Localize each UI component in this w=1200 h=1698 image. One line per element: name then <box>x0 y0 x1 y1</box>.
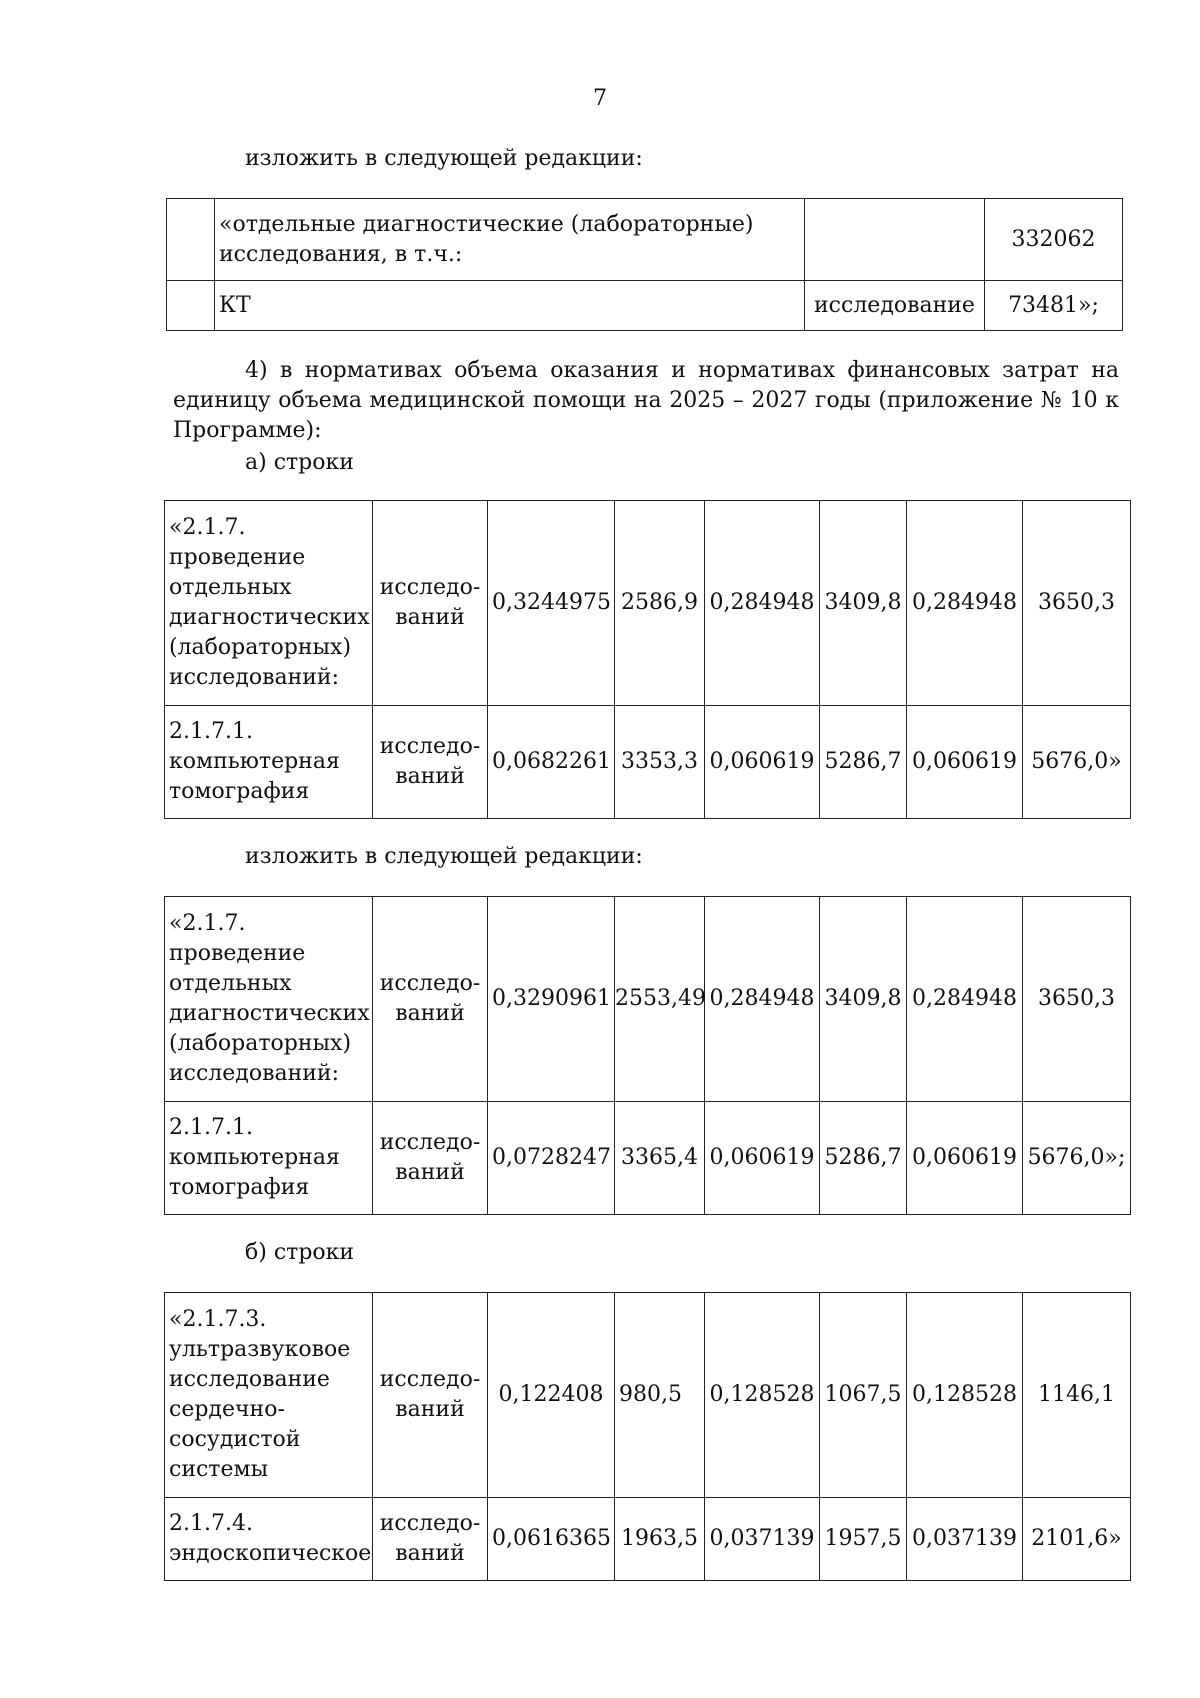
table-row <box>165 1498 1131 1581</box>
table-row <box>165 1293 1131 1498</box>
paragraph-4: 4) в нормативах объема оказания и нормативах финансовых затрат на единицу объема медицинской помощи на 2025 – 2027 годы (приложение № 10 к Программе): <box>173 358 1119 443</box>
table-replacement-kt <box>166 198 1123 331</box>
table-cell-value: 0,037139 <box>907 1498 1023 1581</box>
table-cell-unit: исследо-ваний <box>373 1498 488 1581</box>
table-row <box>165 897 1131 1102</box>
table-a-old <box>164 500 1131 819</box>
table-cell-value: 2553,49 <box>615 897 705 1102</box>
table-cell-name: 2.1.7.4. эндоскопическое <box>165 1498 373 1581</box>
table-cell-value: 0,128528 <box>705 1293 820 1498</box>
table-cell-name: «2.1.7.3. ультразвуковое исследование сердечно-сосудистой системы <box>165 1293 373 1498</box>
table-cell-unit: исследо-ваний <box>373 706 488 819</box>
table-cell-value: 2101,6» <box>1023 1498 1131 1581</box>
table-cell-value: 5286,7 <box>820 1102 907 1215</box>
table-cell-value: 980,5 <box>615 1293 705 1498</box>
table-cell-value: 332062 <box>985 199 1123 281</box>
table-cell-name: «отдельные диагностические (лабораторные) исследования, в т.ч.: <box>215 199 805 281</box>
table-cell-value: 1067,5 <box>820 1293 907 1498</box>
table-cell-name: 2.1.7.1. компьютерная томография <box>165 1102 373 1215</box>
table-cell-unit: исследо-ваний <box>373 897 488 1102</box>
table-cell-value: 0,128528 <box>907 1293 1023 1498</box>
table-cell-unit: исследование <box>805 281 985 331</box>
table-cell-value: 0,284948 <box>907 501 1023 706</box>
table-cell-empty <box>167 281 215 331</box>
table-cell-value: 3409,8 <box>820 501 907 706</box>
intro-text-2: изложить в следующей редакции: <box>245 844 643 869</box>
table-cell-value: 3650,3 <box>1023 501 1131 706</box>
table-cell-value: 5286,7 <box>820 706 907 819</box>
table-cell-value: 0,060619 <box>705 706 820 819</box>
table-cell-value: 0,0728247 <box>488 1102 615 1215</box>
table-cell-value: 0,284948 <box>705 897 820 1102</box>
table-row <box>165 501 1131 706</box>
intro-text-1: изложить в следующей редакции: <box>245 146 643 171</box>
table-cell-value: 0,0616365 <box>488 1498 615 1581</box>
table-row <box>167 199 1123 281</box>
table-row <box>167 281 1123 331</box>
table-cell-value: 0,3290961 <box>488 897 615 1102</box>
page-number: 7 <box>593 86 607 111</box>
table-row <box>165 1102 1131 1215</box>
subheading-b: б) строки <box>245 1240 355 1265</box>
table-cell-value: 0,060619 <box>705 1102 820 1215</box>
table-cell-unit: исследо-ваний <box>373 501 488 706</box>
table-cell-value: 5676,0» <box>1023 706 1131 819</box>
table-cell-value: 0,284948 <box>705 501 820 706</box>
table-cell-value: 1957,5 <box>820 1498 907 1581</box>
table-cell-value: 3365,4 <box>615 1102 705 1215</box>
table-cell-value: 3650,3 <box>1023 897 1131 1102</box>
table-cell-value: 0,037139 <box>705 1498 820 1581</box>
table-cell-value: 5676,0»; <box>1023 1102 1131 1215</box>
table-cell-value: 0,284948 <box>907 897 1023 1102</box>
table-cell-value: 1963,5 <box>615 1498 705 1581</box>
table-cell-empty <box>167 199 215 281</box>
table-cell-value: 0,122408 <box>488 1293 615 1498</box>
table-b-old <box>164 1292 1131 1581</box>
table-cell-name: «2.1.7. проведение отдельных диагностических (лабораторных) исследований: <box>165 897 373 1102</box>
table-cell-name: 2.1.7.1. компьютерная томография <box>165 706 373 819</box>
table-cell-name: КТ <box>215 281 805 331</box>
table-a-new <box>164 896 1131 1215</box>
table-cell-name: «2.1.7. проведение отдельных диагностических (лабораторных) исследований: <box>165 501 373 706</box>
table-cell-value: 0,3244975 <box>488 501 615 706</box>
table-cell-unit: исследо-ваний <box>373 1102 488 1215</box>
table-cell-value: 1146,1 <box>1023 1293 1131 1498</box>
table-cell-value: 0,060619 <box>907 1102 1023 1215</box>
table-cell-value: 2586,9 <box>615 501 705 706</box>
table-cell-value: 0,060619 <box>907 706 1023 819</box>
table-cell-value: 3409,8 <box>820 897 907 1102</box>
subheading-a: а) строки <box>245 450 354 475</box>
table-row <box>165 706 1131 819</box>
table-cell-value: 0,0682261 <box>488 706 615 819</box>
table-cell-value: 3353,3 <box>615 706 705 819</box>
table-cell-value: 73481»; <box>985 281 1123 331</box>
table-cell-unit <box>805 199 985 281</box>
table-cell-unit: исследо-ваний <box>373 1293 488 1498</box>
